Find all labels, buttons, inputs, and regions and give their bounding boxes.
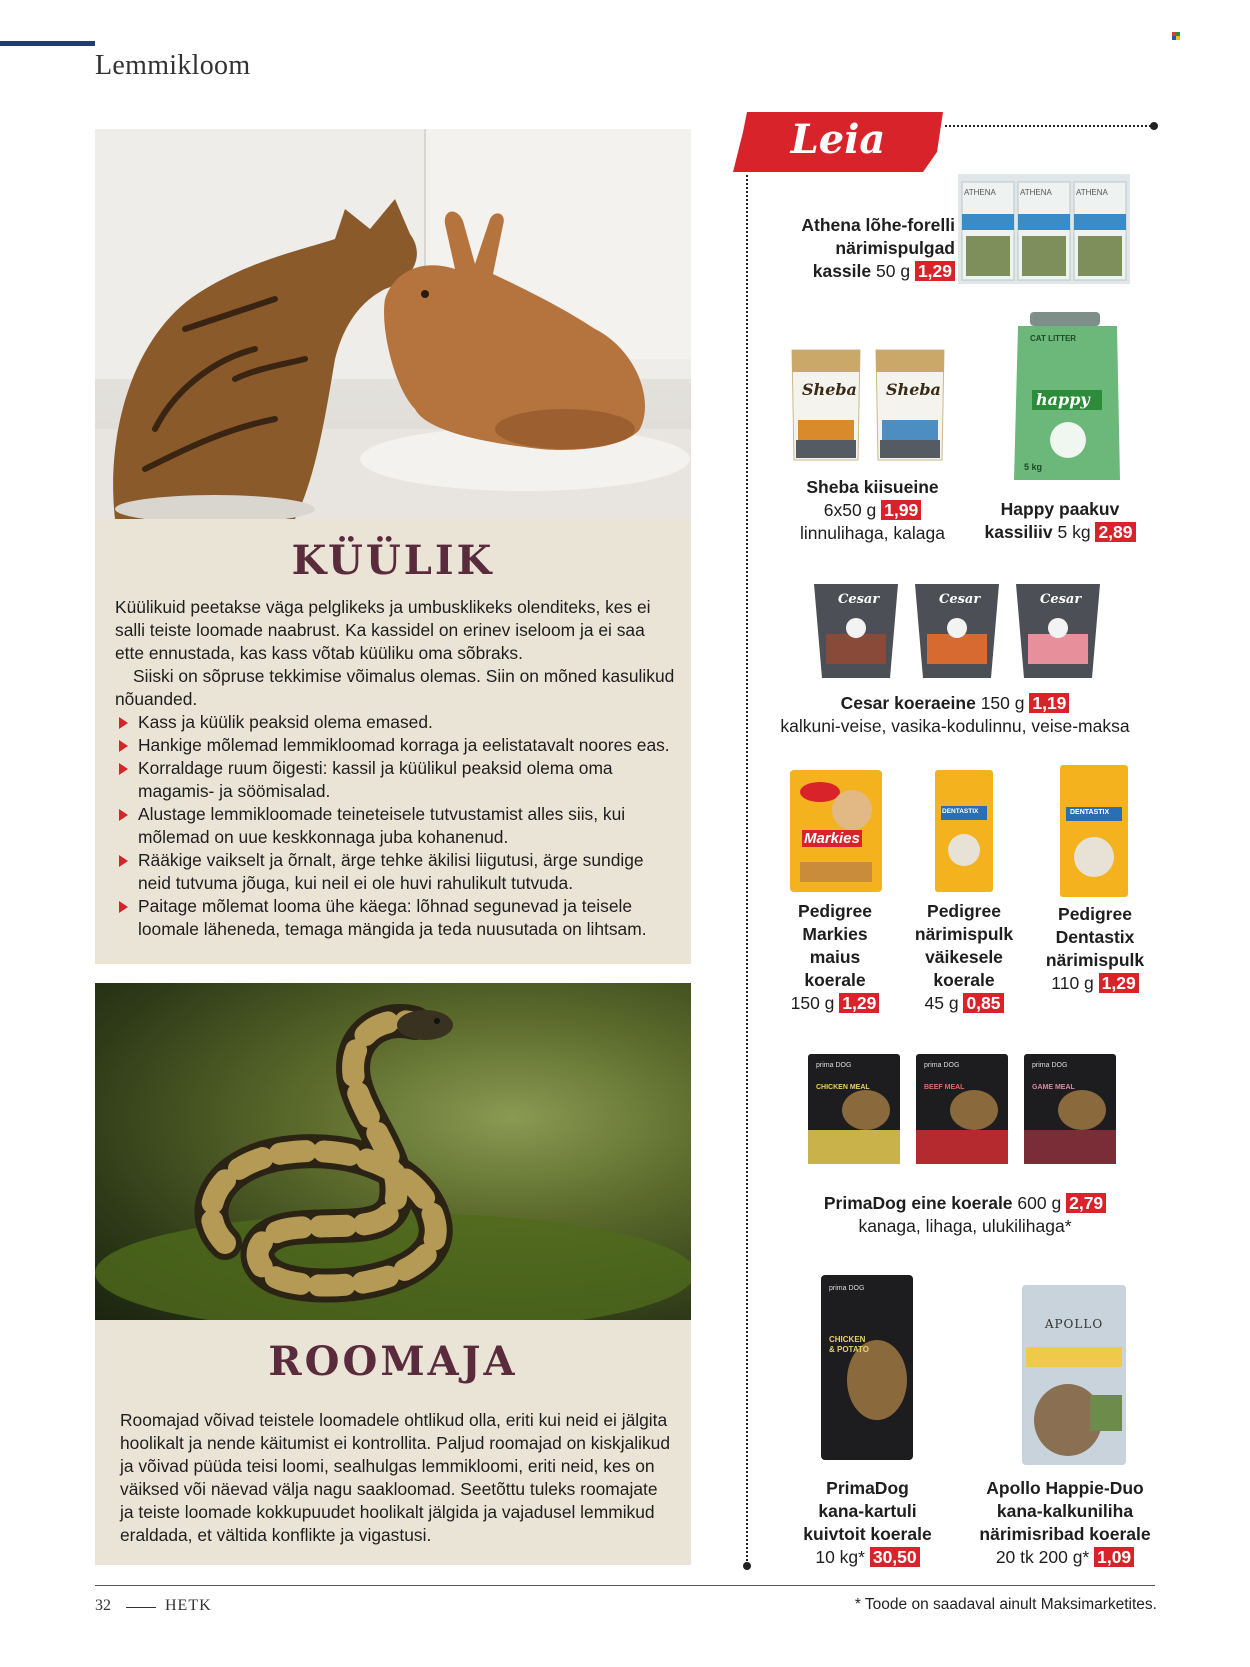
product-name: Happy paakuv [1000,499,1120,519]
rabbit-intro-2: Siiski on sõpruse tekkimise võimalus olemas. Siin on mõned kasulikud nõuanded. [115,666,675,709]
product-name: närimispulk [1045,950,1145,970]
leia-poest-text: Leia poest [777,116,899,219]
sheba-product-text [780,476,965,545]
tip-item: Paitage mõlemat looma ühe käega: lõhnad segunevad ja teisele loomale läheneda, temaga mängida ja teda nuusutada on lihtsam. [115,895,675,941]
primadog-brand: prima DOG [1032,1062,1068,1069]
primadog-dry-product-image [817,1275,917,1460]
dot-end-top [1150,122,1158,130]
athena-pack-label: ATHENA [1076,188,1108,197]
happy-pack-label: happy [1036,390,1090,409]
happy-pack-weight: 5 kg [1024,462,1043,472]
section-label: Lemmikloom [95,50,251,81]
primadog-wet-product-text [780,1192,1150,1238]
product-size: 50 g [876,261,911,281]
cesar-product-text [770,692,1140,738]
product-size: 150 g [980,693,1025,713]
primadog-dry-product-text [780,1477,955,1569]
apollo-pack-label: APOLLO [1044,1317,1104,1331]
price-tag: 1,29 [915,261,955,281]
product-name: Apollo Happie-Duo [986,1478,1144,1498]
sheba-pack-label: Sheba [886,380,941,399]
footer-dash [126,1607,156,1608]
rabbit-info-box [95,519,691,964]
product-size: 110 g [1051,973,1094,993]
product-size: 20 tk 200 g* [995,1547,1090,1567]
apollo-product-image [1020,1285,1128,1465]
rabbit-tips-list [115,711,675,941]
product-name: kuivtoit koerale [803,1524,932,1544]
dotted-line-top [945,125,1155,127]
product-name: kassile [812,261,872,281]
chew-small-product-image [935,770,993,892]
leia-poest-badge [733,112,943,219]
product-name: Markies [802,924,868,944]
cat-rabbit-illustration [95,129,691,519]
price-tag: 1,09 [1094,1547,1134,1567]
snake-illustration [95,983,691,1320]
dentastix-pack-label: DENTASTIX [1070,809,1110,816]
tip-item: Rääkige vaikselt ja õrnalt, ärge tehke äkilisi liigutusi, ärge sundige neid tutvuma jõuga, kui neil ei ole huvi rahulikult tutvuda. [115,849,675,895]
product-name: Pedigree [798,901,872,921]
magazine-name: HETK [165,1597,212,1614]
product-name: Pedigree [927,901,1001,921]
primadog-brand: prima DOG [924,1062,960,1069]
product-name: närimispulk [914,924,1014,944]
product-name: PrimaDog [826,1478,909,1498]
rabbit-intro: Küülikuid peetakse väga pelglikeks ja umbusklikeks olenditeks, kes ei salli teiste loomade naabrust. Ka kassidel on erinev iseloom ja ei saa ette ennustada, kas kass võtab küüliku oma sõbraks. [115,597,651,663]
athena-product-text [760,214,955,283]
page-number: 32 [95,1597,111,1614]
tip-item: Alustage lemmikloomade teineteisele tutvustamist alles siis, kui mõlemad on uue keskkonnaga juba kohanenud. [115,803,675,849]
product-size: 600 g [1017,1193,1062,1213]
reptile-title: ROOMAJA [268,1338,518,1385]
product-variants: linnulihaga, kalaga [800,523,945,543]
primadog-wet-label: GAME MEAL [1032,1084,1075,1091]
primadog-wet-product-image [806,1050,1119,1165]
product-name: närimispulgad [835,238,955,258]
athena-product-image [958,174,1130,284]
cat-rabbit-photo [95,129,691,519]
price-tag: 2,89 [1095,522,1135,542]
product-name: koerale [804,970,866,990]
product-name: kana-kalkuniliha [996,1501,1134,1521]
happy-pack-top: CAT LITTER [1030,334,1077,343]
dot-end-bottom [743,1562,751,1570]
primadog-dry-label: CHICKEN & POTATO [829,1335,869,1354]
cesar-product-image [812,578,1102,683]
corner-color-mark [1172,32,1180,40]
primadog-brand: prima DOG [829,1285,865,1292]
product-name: väikesele [925,947,1003,967]
price-tag: 0,85 [963,993,1003,1013]
tip-item: Hankige mõlemad lemmikloomad korraga ja eelistatavalt noores eas. [115,734,675,757]
primadog-brand: prima DOG [816,1062,852,1069]
product-size: 150 g [790,993,835,1013]
tip-item: Korraldage ruum õigesti: kassil ja küülikul peaksid olema oma magamis- ja söömisalad. [115,757,675,803]
sheba-product-image [788,340,948,465]
product-size: 45 g [924,993,959,1013]
dotted-line-vertical [746,175,748,1565]
product-name: Sheba kiisueine [806,477,939,497]
dentastix-product-text [1035,903,1155,995]
header-accent-bar [0,41,95,46]
snake-photo [95,983,691,1320]
price-tag: 2,79 [1066,1193,1106,1213]
cesar-pack-label: Cesar [1040,592,1082,607]
chew-small-pack-label: DENTASTIX [942,808,979,815]
product-name: Cesar koeraeine [840,693,976,713]
dentastix-product-image [1060,765,1128,897]
product-name: maius [809,947,861,967]
product-name: PrimaDog eine koerale [823,1193,1013,1213]
product-size: 6x50 g [823,500,877,520]
product-variants: kalkuni-veise, vasika-kodulinnu, veise-maksa [780,716,1130,736]
happy-product-text [975,498,1145,544]
product-name: Dentastix [1055,927,1135,947]
tip-item: Kass ja küülik peaksid olema emased. [115,711,675,734]
rabbit-title: KÜÜLIK [291,537,495,584]
product-name: koerale [933,970,995,990]
sheba-pack-label: Sheba [802,380,857,399]
markies-product-image [790,770,882,892]
reptile-text: Roomajad võivad teistele loomadele ohtlikud olla, eriti kui neid ei jälgita hoolikalt ja nende käitumist ei kontrollita. Paljud roomajad on kiskjalikud ja võivad püüda teisi loomi, sealhulgas lemmikloomi, eriti neid, kes on väiksed või näevad välja nagu saakloomad. Seetõttu tuleks roomajate ja teiste loomade kokkupuudet hoolikalt jälgida ja vajadusel lemmikud eraldada, et vältida konflikte ja vigastusi. [120,1410,671,1545]
markies-product-text [775,900,895,1015]
product-size: 5 kg [1057,522,1091,542]
price-tag: 1,29 [839,993,879,1013]
product-name: kassiliiv [984,522,1053,542]
markies-pack-label: Markies [804,830,860,847]
product-name: kana-kartuli [818,1501,917,1521]
apollo-product-text [975,1477,1155,1569]
rabbit-text [115,596,675,941]
athena-pack-label: ATHENA [964,188,996,197]
footer-divider [95,1585,1155,1586]
product-name: Athena lõhe-forelli [801,215,955,235]
price-tag: 1,99 [881,500,921,520]
primadog-wet-label: BEEF MEAL [924,1084,965,1091]
reptile-info-box [95,1320,691,1565]
chew-small-product-text [900,900,1028,1015]
cesar-pack-label: Cesar [939,592,981,607]
product-variants: kanaga, lihaga, ulukilihaga* [858,1216,1072,1236]
cesar-pack-label: Cesar [838,592,880,607]
price-tag: 1,19 [1029,693,1069,713]
price-tag: 1,29 [1099,973,1139,993]
product-name: närimisribad koerale [979,1524,1151,1544]
footnote: * Toode on saadaval ainult Maksimarketites. [854,1596,1157,1613]
athena-pack-label: ATHENA [1020,188,1052,197]
product-size: 10 kg* [815,1547,865,1567]
price-tag: 30,50 [870,1547,920,1567]
product-name: Pedigree [1058,904,1132,924]
happy-product-image [1010,312,1125,482]
primadog-wet-label: CHICKEN MEAL [816,1084,870,1091]
